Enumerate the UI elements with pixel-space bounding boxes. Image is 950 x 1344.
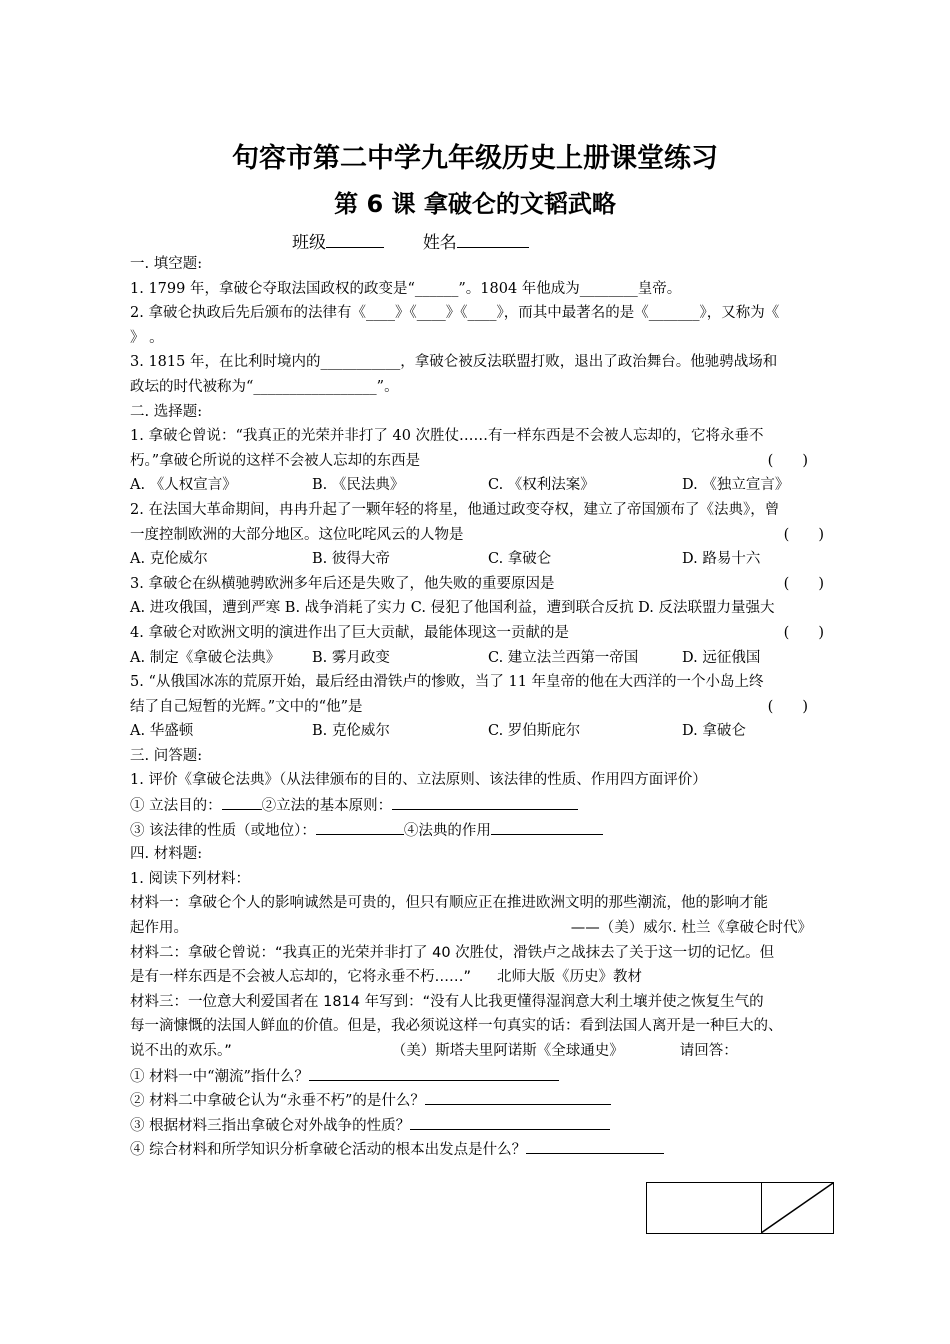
section-heading-qa: 三. 问答题:	[130, 747, 203, 764]
material-question-4	[130, 1137, 850, 1162]
choice-question-text: 4. 拿破仑对欧洲文明的演进作出了巨大贡献，最能体现这一贡献的是	[130, 624, 569, 641]
option-c[interactable]: C. 《权利法案》	[488, 477, 595, 494]
section-heading-material: 四. 材料题:	[130, 846, 203, 863]
choice-options-4	[130, 646, 850, 671]
material-3-cont: 每一滴慷慨的法国人鲜血的价值。但是，我必须说这样一句真实的话：看到法国人离开是一种巨大的、	[130, 1018, 783, 1035]
please-answer: 请回答：	[679, 1043, 738, 1059]
material-question-1	[130, 1064, 850, 1089]
answer-field-3[interactable]	[410, 1113, 610, 1130]
answer-bracket[interactable]: ( )	[783, 575, 824, 592]
score-box	[646, 1182, 834, 1234]
option-d[interactable]: D. 远征俄国	[682, 649, 761, 666]
choice-question-2: 2. 在法国大革命期间，冉冉升起了一颗年轻的将星，他通过政变夺权，建立了帝国颁布了《法典》，曾	[130, 501, 780, 518]
nature-field[interactable]	[316, 818, 404, 835]
qa-item-principle: ②立法的基本原则：	[261, 798, 393, 815]
material-3-source: （美）斯塔夫里阿诺斯《全球通史》	[391, 1043, 624, 1059]
material-text: 说不出的欢乐。”	[130, 1043, 232, 1059]
section-heading-fill: 一. 填空题:	[130, 256, 203, 272]
question-text: ① 材料一中“潮流”指什么？	[130, 1068, 309, 1085]
choice-question-1-cont	[130, 449, 850, 474]
fill-question-2-cont: 》 。	[130, 329, 164, 346]
option-d[interactable]: D. 拿破仑	[682, 723, 746, 740]
option-c[interactable]: C. 建立法兰西第一帝国	[488, 649, 639, 666]
material-text: 是有一样东西是不会被人忘却的，它将永垂不朽……”	[130, 969, 472, 986]
answer-bracket[interactable]: ( )	[783, 624, 824, 641]
option-a[interactable]: A. 《人权宣言》	[130, 477, 237, 494]
qa-item-nature: ③ 该法律的性质（或地位）：	[130, 822, 316, 839]
class-label: 班级	[292, 233, 326, 253]
option-a[interactable]: A. 克伦威尔	[130, 551, 208, 568]
choice-question-2-cont	[130, 523, 850, 548]
fill-question-3: 3. 1815 年，在比利时境内的___________，拿破仑被反法联盟打败，退出了政治舞台。他驰骋战场和	[130, 354, 778, 371]
option-d[interactable]: D. 《独立宣言》	[682, 477, 790, 494]
answer-bracket[interactable]: ( )	[783, 526, 824, 543]
question-text: ② 材料二中拿破仑认为“永垂不朽”的是什么？	[130, 1093, 425, 1110]
question-text: ④ 综合材料和所学知识分析拿破仑活动的根本出发点是什么？	[130, 1142, 527, 1159]
choice-options-5	[130, 719, 850, 744]
choice-question-4	[130, 621, 850, 646]
choice-question-3	[130, 572, 850, 597]
choice-question-5: 5. “从俄国冰冻的荒原开始，最后经由滑铁卢的惨败，当了 11 年皇帝的他在大西洋的一个小岛上终	[130, 674, 764, 691]
page-title: 句容市第二中学九年级历史上册课堂练习	[232, 143, 718, 174]
material-1-source: ——（美）威尔. 杜兰《拿破仑时代》	[570, 920, 812, 937]
material-intro: 1. 阅读下列材料：	[130, 870, 250, 887]
option-b[interactable]: B. 彼得大帝	[312, 551, 390, 568]
name-field[interactable]	[457, 231, 529, 248]
fill-question-2: 2. 拿破仑执政后先后颁布的法律有《____》《____》《____》，而其中最著名的是《_______》，又称为《	[130, 305, 780, 322]
choice-options-2	[130, 547, 850, 572]
choice-options-1	[130, 473, 850, 498]
purpose-field[interactable]	[222, 793, 262, 810]
option-b[interactable]: B. 雾月政变	[312, 649, 390, 666]
option-a[interactable]: A. 制定《拿破仑法典》	[130, 649, 281, 666]
qa-answer-row-2	[130, 818, 850, 843]
principle-field[interactable]	[392, 793, 578, 810]
qa-answer-row-1	[130, 793, 850, 818]
option-c[interactable]: C. 拿破仑	[488, 551, 552, 568]
material-2-cont	[130, 965, 850, 990]
section-heading-choice: 二. 选择题:	[130, 403, 203, 420]
choice-question-text: 3. 拿破仑在纵横驰骋欧洲多年后还是失败了，他失败的重要原因是	[130, 575, 555, 592]
option-b[interactable]: B. 《民法典》	[312, 477, 405, 494]
worksheet-body	[130, 252, 850, 1162]
choice-question-text: 结了自己短暂的光辉。”文中的“他”是	[130, 698, 363, 715]
answer-bracket[interactable]: ( )	[767, 452, 808, 469]
choice-question-1: 1. 拿破仑曾说：“我真正的光荣并非打了 40 次胜仗……有一样东西是不会被人忘却的，它将永垂不	[130, 428, 764, 445]
material-2: 材料二：拿破仑曾说：“我真正的光荣并非打了 40 次胜仗，滑铁卢之战抹去了关于这一切的记忆。但	[130, 944, 775, 961]
material-2-source: 北师大版《历史》教材	[497, 969, 643, 986]
material-3-cont-2	[130, 1039, 850, 1064]
answer-field-1[interactable]	[309, 1064, 559, 1081]
student-info-line	[292, 228, 529, 253]
fill-question-3-cont: 政坛的时代被称为“_________________”。	[130, 378, 399, 395]
material-3: 材料三：一位意大利爱国者在 1814 年写到：“没有人比我更懂得湿润意大利土壤并使之恢复生气的	[130, 993, 764, 1010]
choice-options-3[interactable]: A. 进攻俄国，遭到严寒 B. 战争消耗了实力 C. 侵犯了他国利益，遭到联合反抗 D. 反法联盟力量强大	[130, 600, 775, 617]
choice-question-text: 一度控制欧洲的大部分地区。这位叱咤风云的人物是	[130, 526, 464, 543]
qa-item-role: ④法典的作用	[403, 822, 491, 839]
choice-question-text: 朽。”拿破仑所说的这样不会被人忘却的东西是	[130, 452, 421, 469]
material-text: 起作用。	[130, 920, 188, 937]
fill-question-1: 1. 1799 年，拿破仑夺取法国政权的政变是“______”。1804 年他成为________皇帝。	[130, 280, 682, 297]
score-diagonal	[761, 1183, 835, 1235]
material-question-2	[130, 1088, 850, 1113]
qa-question-1: 1. 评价《拿破仑法典》（从法律颁布的目的、立法原则、该法律的性质、作用四方面评价）	[130, 772, 707, 789]
answer-bracket[interactable]: ( )	[767, 698, 808, 715]
choice-question-5-cont	[130, 695, 850, 720]
material-1: 材料一：拿破仑个人的影响诚然是可贵的，但只有顺应正在推进欧洲文明的那些潮流，他的影响才能	[130, 895, 768, 912]
name-label: 姓名	[422, 233, 457, 253]
option-a[interactable]: A. 华盛顿	[130, 723, 194, 740]
material-1-cont	[130, 916, 850, 941]
material-question-3	[130, 1113, 850, 1138]
answer-field-4[interactable]	[526, 1137, 664, 1154]
question-text: ③ 根据材料三指出拿破仑对外战争的性质？	[130, 1117, 411, 1134]
role-field[interactable]	[491, 818, 603, 835]
lesson-title: 第 6 课 拿破仑的文韬武略	[334, 190, 616, 218]
answer-field-2[interactable]	[425, 1088, 611, 1105]
option-b[interactable]: B. 克伦威尔	[312, 723, 390, 740]
qa-item-purpose: ① 立法目的：	[130, 798, 222, 815]
option-d[interactable]: D. 路易十六	[682, 551, 761, 568]
option-c[interactable]: C. 罗伯斯庇尔	[488, 723, 581, 740]
class-field[interactable]	[326, 231, 384, 248]
